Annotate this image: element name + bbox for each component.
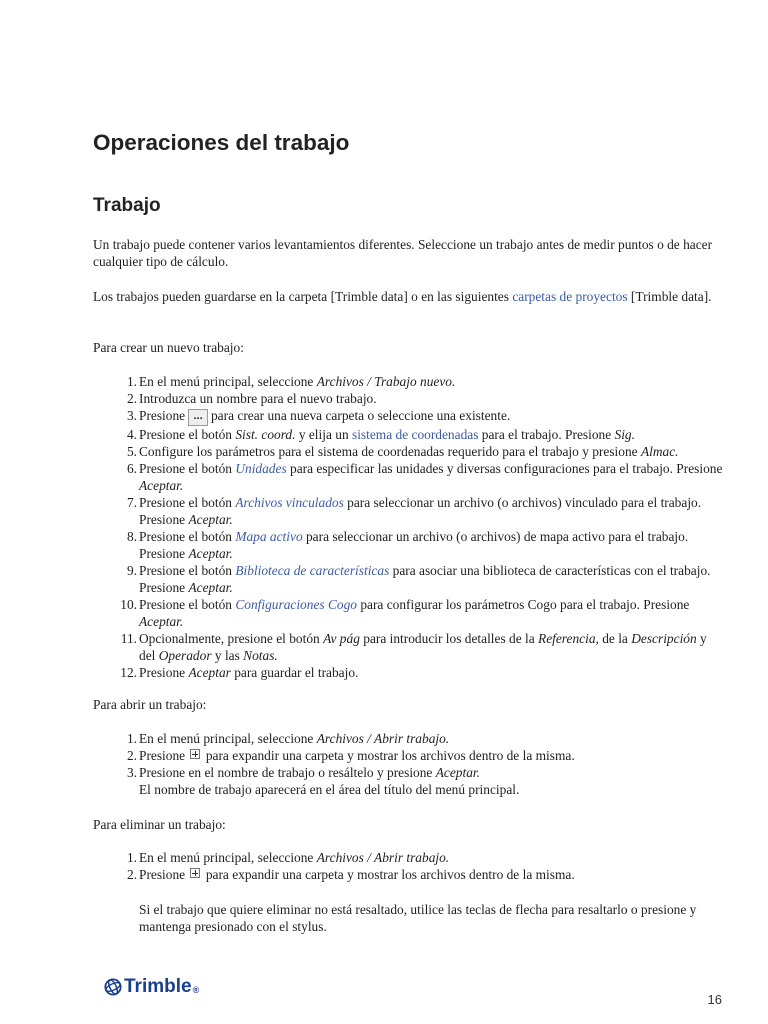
- registered-mark: ®: [192, 985, 200, 995]
- list-item: 9. Presione el botón Biblioteca de características para asociar una biblioteca de características con el trabajo. Presione Aceptar.: [126, 563, 711, 595]
- expand-plus-icon[interactable]: [190, 868, 200, 878]
- list-item: 8. Presione el botón Mapa activo para seleccionar un archivo (o archivos) de mapa activo para el trabajo. Presione Aceptar.: [126, 529, 689, 561]
- linked-files-link[interactable]: Archivos vinculados: [235, 495, 344, 510]
- storage-paragraph: Los trabajos pueden guardarse en la carpeta [Trimble data] o en las siguientes carpetas de proyectos [Trimble data].: [93, 289, 712, 304]
- expand-plus-icon[interactable]: [190, 749, 200, 759]
- delete-heading: Para eliminar un trabajo:: [93, 817, 226, 832]
- list-item: 2. Presione para expandir una carpeta y mostrar los archivos dentro de la misma.: [126, 748, 575, 763]
- trimble-globe-icon: [104, 978, 122, 996]
- open-steps-list: [93, 730, 725, 798]
- list-item: 1. En el menú principal, seleccione Archivos / Abrir trabajo.: [126, 850, 450, 865]
- page-number: 16: [707, 992, 722, 1007]
- list-item: 2. Introduzca un nombre para el nuevo trabajo.: [126, 391, 377, 406]
- list-item: 11. Opcionalmente, presione el botón Av pág para introducir los detalles de la Referencia, de la Descripción y del Operador y las Notas.: [120, 631, 707, 663]
- delete-note: Si el trabajo que quiere eliminar no está resaltado, utilice las teclas de flecha para resaltarlo o presione y mantenga presionado con el stylus.: [139, 902, 697, 934]
- intro-paragraph: Un trabajo puede contener varios levantamientos diferentes. Seleccione un trabajo antes de medir puntos o de hacer cualquier tipo de cálculo.: [93, 237, 713, 269]
- cogo-settings-link[interactable]: Configuraciones Cogo: [235, 597, 357, 612]
- coordinate-system-link[interactable]: sistema de coordenadas: [352, 427, 479, 442]
- list-item: 12. Presione Aceptar para guardar el trabajo.: [120, 665, 359, 680]
- feature-library-link[interactable]: Biblioteca de características: [235, 563, 390, 578]
- active-map-link[interactable]: Mapa activo: [235, 529, 303, 544]
- open-heading: Para abrir un trabajo:: [93, 697, 207, 712]
- list-item: 3. Presione ... para crear una nueva carpeta o seleccione una existente.: [93, 407, 725, 426]
- list-item: 6. Presione el botón Unidades para especificar las unidades y diversas configuraciones para el trabajo. Presione Aceptar.: [126, 461, 723, 493]
- units-link[interactable]: Unidades: [235, 461, 287, 476]
- list-item: 4. Presione el botón Sist. coord. y elija un sistema de coordenadas para el trabajo. Presione Sig.: [126, 427, 635, 442]
- list-item: 3. Presione en el nombre de trabajo o resáltelo y presione Aceptar. El nombre de trabajo aparecerá en el área del título del menú principal.: [126, 765, 520, 797]
- logo-text: Trimble: [124, 976, 192, 997]
- trimble-logo: [104, 976, 199, 998]
- create-steps-list: [93, 373, 725, 681]
- section-heading: Trabajo: [93, 195, 161, 216]
- project-folders-link[interactable]: carpetas de proyectos: [512, 289, 628, 304]
- create-heading: Para crear un nuevo trabajo:: [93, 340, 244, 355]
- list-item: 1. En el menú principal, seleccione Archivos / Abrir trabajo.: [126, 731, 450, 746]
- list-item: 7. Presione el botón Archivos vinculados para seleccionar un archivo (o archivos) vinculado para el trabajo. Presione Aceptar.: [126, 495, 702, 527]
- page-title: Operaciones del trabajo: [93, 130, 350, 155]
- delete-steps-list: [93, 849, 725, 883]
- browse-ellipsis-button[interactable]: ...: [188, 409, 207, 426]
- list-item: 10. Presione el botón Configuraciones Cogo para configurar los parámetros Cogo para el trabajo. Presione Aceptar.: [120, 597, 690, 629]
- list-item: 1. En el menú principal, seleccione Archivos / Trabajo nuevo.: [126, 374, 456, 389]
- list-item: 2. Presione para expandir una carpeta y mostrar los archivos dentro de la misma.: [126, 867, 575, 882]
- list-item: 5. Configure los parámetros para el sistema de coordenadas requerido para el trabajo y presione Almac.: [126, 444, 679, 459]
